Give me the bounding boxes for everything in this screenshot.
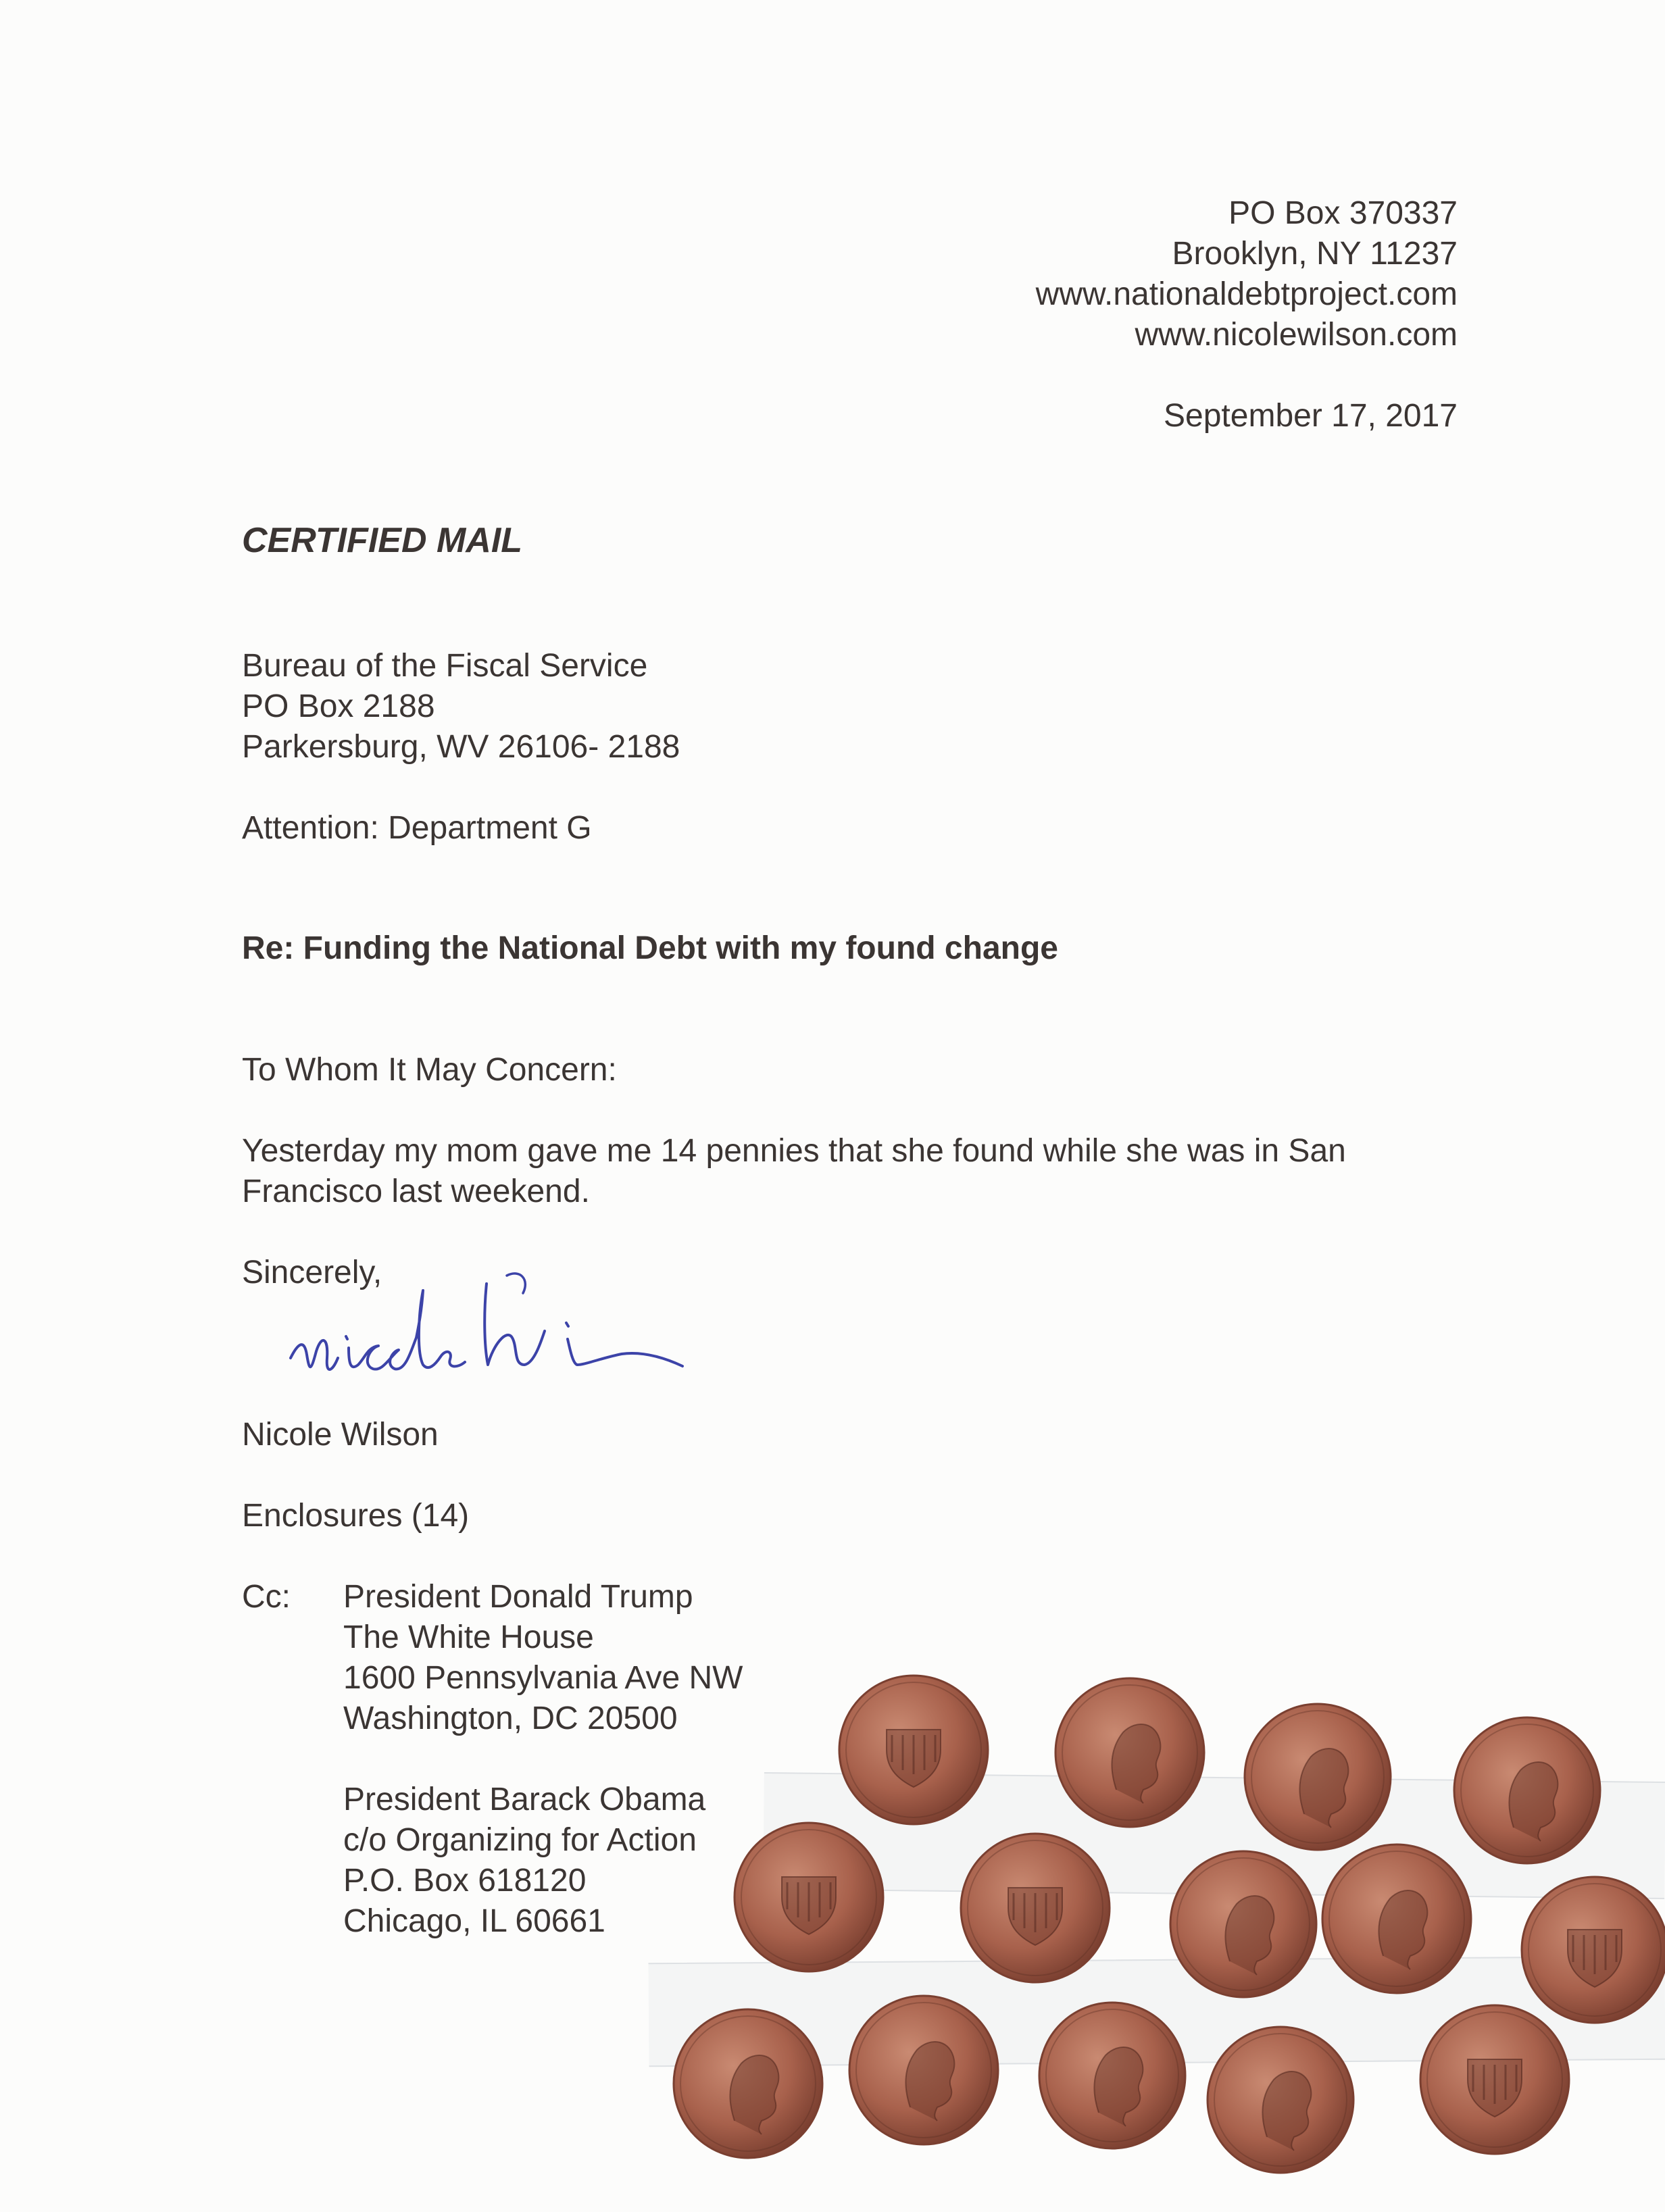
recipient-name: Bureau of the Fiscal Service	[242, 648, 648, 684]
penny-coin	[1321, 1843, 1472, 1994]
penny-coin	[1038, 2001, 1187, 2150]
penny-coin	[733, 1821, 885, 1973]
cc-trump-street: 1600 Pennsylvania Ave NW	[343, 1660, 743, 1696]
body-line-1: Yesterday my mom gave me 14 pennies that she found while she was in San	[242, 1133, 1346, 1169]
cc-obama-city: Chicago, IL 60661	[343, 1903, 605, 1939]
handwritten-signature	[284, 1263, 703, 1392]
cc-label: Cc:	[242, 1579, 291, 1615]
subject-line: Re: Funding the National Debt with my found change	[242, 930, 1058, 966]
attention-line: Attention: Department G	[242, 810, 592, 846]
penny-coin	[1453, 1716, 1601, 1865]
sender-po-box: PO Box 370337	[1228, 195, 1458, 231]
penny-coin	[1054, 1677, 1206, 1828]
letter-date: September 17, 2017	[1164, 398, 1458, 434]
penny-coin	[960, 1832, 1111, 1984]
cc-obama-po-box: P.O. Box 618120	[343, 1863, 587, 1899]
penny-coin	[838, 1674, 989, 1826]
recipient-city: Parkersburg, WV 26106- 2188	[242, 729, 680, 765]
penny-coin	[1520, 1876, 1665, 2024]
body-line-2: Francisco last weekend.	[242, 1174, 590, 1209]
recipient-po-box: PO Box 2188	[242, 688, 435, 724]
salutation: To Whom It May Concern:	[242, 1052, 617, 1088]
penny-coin	[1169, 1850, 1318, 1999]
cc-obama-org: c/o Organizing for Action	[343, 1822, 697, 1858]
sender-city: Brooklyn, NY 11237	[1172, 236, 1458, 272]
closing: Sincerely,	[242, 1255, 382, 1290]
penny-coin	[848, 1994, 999, 2146]
cc-trump-name: President Donald Trump	[343, 1579, 693, 1615]
cc-obama-name: President Barack Obama	[343, 1782, 706, 1817]
penny-coin	[1419, 2004, 1570, 2155]
sender-website-personal: www.nicolewilson.com	[1135, 317, 1458, 353]
signer-name: Nicole Wilson	[242, 1417, 439, 1453]
sender-website-debt-project: www.nationaldebtproject.com	[1035, 276, 1458, 312]
cc-trump-org: The White House	[343, 1619, 594, 1655]
penny-coin	[1206, 2026, 1355, 2174]
penny-coin	[672, 2008, 824, 2159]
cc-trump-city: Washington, DC 20500	[343, 1701, 678, 1736]
penny-coin	[1243, 1703, 1392, 1851]
certified-mail-heading: CERTIFIED MAIL	[242, 521, 523, 560]
enclosures-line: Enclosures (14)	[242, 1498, 470, 1534]
